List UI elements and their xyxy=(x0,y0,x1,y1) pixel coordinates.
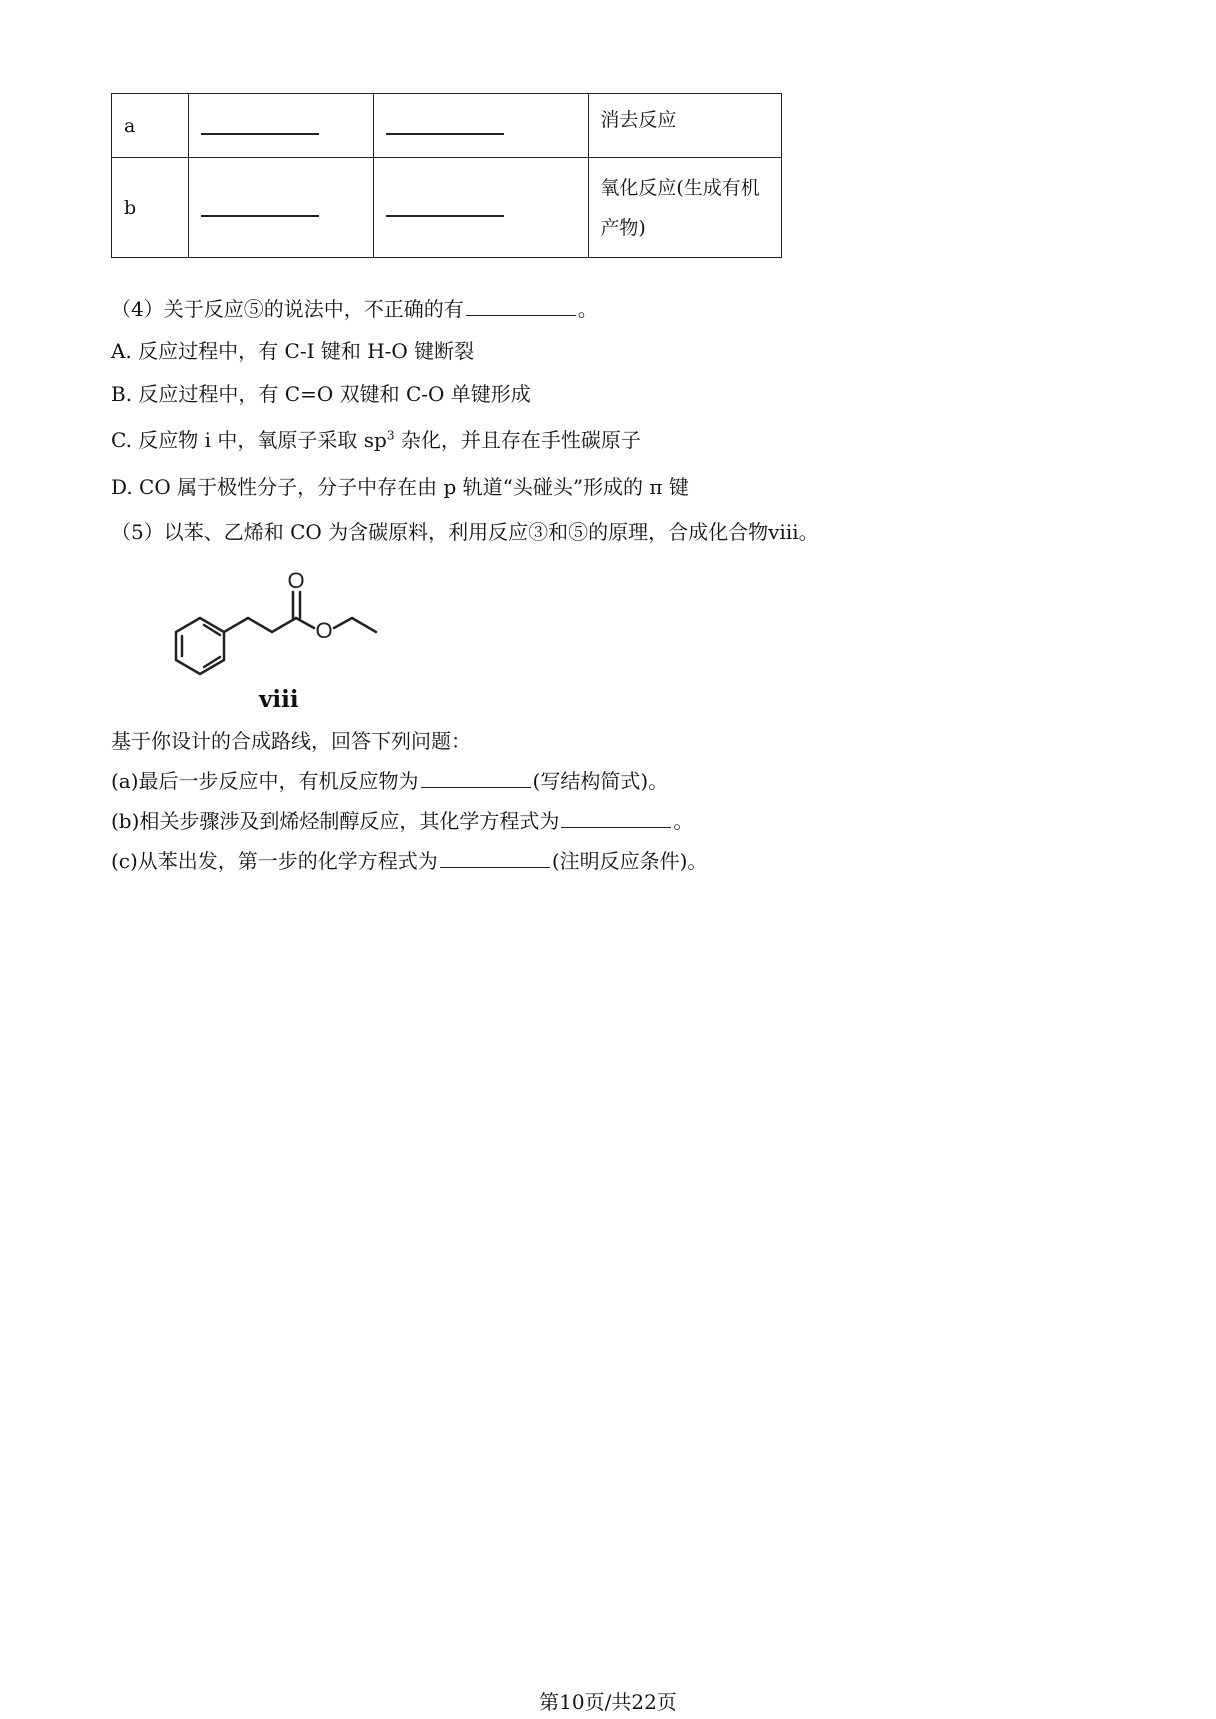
reaction-table xyxy=(111,93,782,258)
option-c-text-end: 杂化，并且存在手性碳原子 xyxy=(394,428,641,452)
q5-part-b xyxy=(111,805,693,834)
part-b-text: (b)相关步骤涉及到烯烃制醇反应，其化学方程式为 xyxy=(111,809,560,833)
option-a: A. 反应过程中，有 C-I 键和 H-O 键断裂 xyxy=(111,339,475,363)
option-b: B. 反应过程中，有 C=O 双键和 C-O 单键形成 xyxy=(111,382,531,406)
part-a-text: (a)最后一步反应中，有机反应物为 xyxy=(111,769,419,793)
answer-blank xyxy=(386,133,504,135)
q5-intro: 基于你设计的合成路线，回答下列问题： xyxy=(111,729,471,753)
q4-stem-end: 。 xyxy=(577,297,598,321)
q5-part-a xyxy=(111,765,668,794)
page-footer: 第10页/共22页 xyxy=(539,1690,677,1714)
reaction-type: 消去反应 xyxy=(589,94,782,158)
part-a-text-end: (写结构简式)。 xyxy=(532,769,669,793)
reaction-type xyxy=(589,158,782,258)
table-row-b xyxy=(112,158,782,258)
answer-blank-cell xyxy=(189,94,374,158)
carbonyl-oxygen-label: O xyxy=(287,568,305,593)
answer-blank xyxy=(201,133,319,135)
ester-oxygen-label: O xyxy=(315,618,333,643)
question-5-stem: （5）以苯、乙烯和 CO 为含碳原料，利用反应③和⑤的原理，合成化合物ⅷ。 xyxy=(111,520,819,544)
row-label: b xyxy=(112,158,189,258)
alkyl-chain xyxy=(224,618,296,632)
part-b-text-end: 。 xyxy=(673,809,694,833)
table-row-a xyxy=(112,94,782,158)
reaction-type-line2: 产物) xyxy=(600,216,646,239)
answer-blank xyxy=(386,215,504,217)
q4-stem-text: （4）关于反应⑤的说法中，不正确的有 xyxy=(111,297,464,321)
answer-blank xyxy=(561,809,671,828)
part-c-text: (c)从苯出发，第一步的化学方程式为 xyxy=(111,849,438,873)
answer-blank-cell xyxy=(189,158,374,258)
question-4-stem xyxy=(111,293,598,322)
compound-label: viii xyxy=(259,686,299,713)
q5-part-c xyxy=(111,845,707,874)
answer-blank-cell xyxy=(374,158,589,258)
option-c xyxy=(111,424,641,453)
answer-blank xyxy=(440,849,550,868)
answer-blank xyxy=(201,215,319,217)
part-c-text-end: (注明反应条件)。 xyxy=(551,849,708,873)
answer-blank xyxy=(421,769,531,788)
superscript: 3 xyxy=(386,428,395,443)
row-label: a xyxy=(112,94,189,158)
answer-blank xyxy=(466,297,576,316)
reaction-type-line1: 氧化反应(生成有机 xyxy=(600,176,760,199)
option-d: D. CO 属于极性分子，分子中存在由 p 轨道“头碰头”形成的 π 键 xyxy=(111,475,689,499)
option-c-text: C. 反应物 i 中，氧原子采取 sp xyxy=(111,428,387,452)
answer-blank-cell xyxy=(374,94,589,158)
